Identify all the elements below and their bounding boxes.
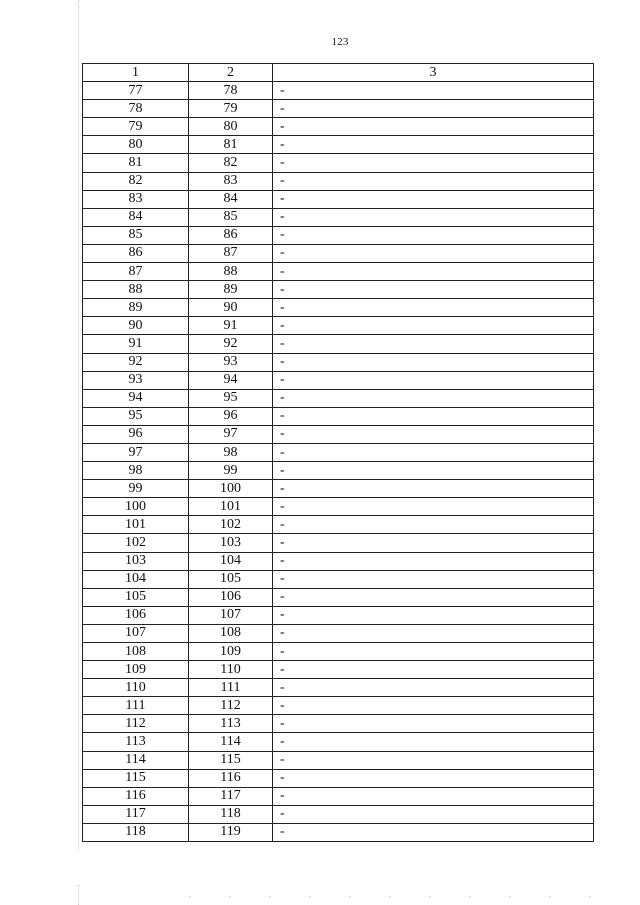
table-cell-col1: 102 xyxy=(83,534,189,552)
table-cell-col1: 98 xyxy=(83,462,189,480)
table-cell-col2: 86 xyxy=(189,226,273,244)
table-cell-col3: - xyxy=(273,462,594,480)
table-row xyxy=(83,190,594,208)
table-cell-col3: - xyxy=(273,534,594,552)
table-row xyxy=(83,480,594,498)
table-cell-col3: - xyxy=(273,226,594,244)
table-cell-col2: 95 xyxy=(189,389,273,407)
table-row xyxy=(83,263,594,281)
table-cell-col3: - xyxy=(273,588,594,606)
table-row xyxy=(83,570,594,588)
column-header-1: 1 xyxy=(83,64,189,82)
table-cell-col1: 92 xyxy=(83,353,189,371)
left-margin-dotted-line xyxy=(78,0,79,850)
table-cell-col1: 101 xyxy=(83,516,189,534)
table-cell-col1: 96 xyxy=(83,425,189,443)
table-cell-col3: - xyxy=(273,190,594,208)
table-cell-col1: 100 xyxy=(83,498,189,516)
table-cell-col2: 93 xyxy=(189,353,273,371)
table-cell-col2: 109 xyxy=(189,643,273,661)
table-row xyxy=(83,733,594,751)
table-cell-col2: 97 xyxy=(189,425,273,443)
table-cell-col2: 104 xyxy=(189,552,273,570)
table-cell-col2: 108 xyxy=(189,624,273,642)
table-cell-col3: - xyxy=(273,443,594,461)
table-cell-col2: 118 xyxy=(189,805,273,823)
table-row xyxy=(83,353,594,371)
table-cell-col3: - xyxy=(273,118,594,136)
table-cell-col2: 81 xyxy=(189,136,273,154)
table-cell-col3: - xyxy=(273,480,594,498)
table-cell-col1: 78 xyxy=(83,100,189,118)
table-cell-col1: 84 xyxy=(83,208,189,226)
table-cell-col2: 106 xyxy=(189,588,273,606)
table-cell-col3: - xyxy=(273,172,594,190)
column-header-2: 2 xyxy=(189,64,273,82)
table-cell-col3: - xyxy=(273,100,594,118)
table-cell-col3: - xyxy=(273,715,594,733)
table-row xyxy=(83,136,594,154)
table-cell-col3: - xyxy=(273,154,594,172)
column-header-3: 3 xyxy=(273,64,594,82)
table-cell-col2: 115 xyxy=(189,751,273,769)
table-cell-col1: 107 xyxy=(83,624,189,642)
table-cell-col3: - xyxy=(273,751,594,769)
table-cell-col3: - xyxy=(273,136,594,154)
table-row xyxy=(83,751,594,769)
table-row xyxy=(83,407,594,425)
table-cell-col1: 86 xyxy=(83,244,189,262)
table-row xyxy=(83,787,594,805)
table-cell-col3: - xyxy=(273,353,594,371)
table-cell-col3: - xyxy=(273,407,594,425)
table-cell-col1: 115 xyxy=(83,769,189,787)
table-cell-col1: 103 xyxy=(83,552,189,570)
data-table xyxy=(82,63,594,842)
table-row xyxy=(83,805,594,823)
table-header-row xyxy=(83,64,594,82)
table-cell-col3: - xyxy=(273,82,594,100)
table-row xyxy=(83,82,594,100)
table-cell-col2: 96 xyxy=(189,407,273,425)
table-row xyxy=(83,606,594,624)
table-cell-col2: 87 xyxy=(189,244,273,262)
table-cell-col2: 112 xyxy=(189,697,273,715)
table-cell-col1: 109 xyxy=(83,661,189,679)
table-cell-col2: 113 xyxy=(189,715,273,733)
table-cell-col1: 105 xyxy=(83,588,189,606)
table-cell-col3: - xyxy=(273,281,594,299)
table-cell-col3: - xyxy=(273,769,594,787)
table-cell-col1: 113 xyxy=(83,733,189,751)
table-row xyxy=(83,588,594,606)
table-cell-col1: 85 xyxy=(83,226,189,244)
table-cell-col3: - xyxy=(273,805,594,823)
table-cell-col2: 119 xyxy=(189,823,273,841)
table-cell-col1: 106 xyxy=(83,606,189,624)
table-cell-col1: 87 xyxy=(83,263,189,281)
table-cell-col3: - xyxy=(273,299,594,317)
table-cell-col2: 103 xyxy=(189,534,273,552)
table-cell-col3: - xyxy=(273,697,594,715)
table-row xyxy=(83,769,594,787)
table-row xyxy=(83,823,594,841)
table-cell-col2: 88 xyxy=(189,263,273,281)
table-row xyxy=(83,643,594,661)
table-cell-col2: 80 xyxy=(189,118,273,136)
table-cell-col3: - xyxy=(273,624,594,642)
table-cell-col2: 78 xyxy=(189,82,273,100)
table-cell-col3: - xyxy=(273,643,594,661)
table-cell-col2: 98 xyxy=(189,443,273,461)
table-cell-col2: 100 xyxy=(189,480,273,498)
table-cell-col3: - xyxy=(273,317,594,335)
table-row xyxy=(83,443,594,461)
table-cell-col1: 95 xyxy=(83,407,189,425)
table-cell-col3: - xyxy=(273,498,594,516)
table-cell-col2: 82 xyxy=(189,154,273,172)
table-cell-col1: 89 xyxy=(83,299,189,317)
table-row xyxy=(83,624,594,642)
table-cell-col3: - xyxy=(273,570,594,588)
table-cell-col1: 99 xyxy=(83,480,189,498)
table-cell-col2: 91 xyxy=(189,317,273,335)
table-cell-col1: 81 xyxy=(83,154,189,172)
table-cell-col1: 110 xyxy=(83,679,189,697)
table-row xyxy=(83,371,594,389)
table-cell-col2: 94 xyxy=(189,371,273,389)
table-cell-col1: 83 xyxy=(83,190,189,208)
table-row xyxy=(83,299,594,317)
table-cell-col1: 118 xyxy=(83,823,189,841)
table-cell-col3: - xyxy=(273,661,594,679)
table-row xyxy=(83,679,594,697)
table-cell-col1: 88 xyxy=(83,281,189,299)
table-cell-col2: 89 xyxy=(189,281,273,299)
table-cell-col3: - xyxy=(273,389,594,407)
table-row xyxy=(83,697,594,715)
table-row xyxy=(83,516,594,534)
table-cell-col1: 80 xyxy=(83,136,189,154)
table-cell-col1: 116 xyxy=(83,787,189,805)
table-cell-col2: 99 xyxy=(189,462,273,480)
table-cell-col1: 104 xyxy=(83,570,189,588)
table-cell-col1: 82 xyxy=(83,172,189,190)
table-row xyxy=(83,462,594,480)
table-cell-col3: - xyxy=(273,208,594,226)
table-row xyxy=(83,172,594,190)
table-cell-col2: 117 xyxy=(189,787,273,805)
table-cell-col2: 90 xyxy=(189,299,273,317)
table-cell-col3: - xyxy=(273,263,594,281)
table-cell-col1: 112 xyxy=(83,715,189,733)
table-cell-col2: 102 xyxy=(189,516,273,534)
table-row xyxy=(83,715,594,733)
table-row xyxy=(83,534,594,552)
table-cell-col2: 110 xyxy=(189,661,273,679)
table-cell-col1: 79 xyxy=(83,118,189,136)
table-cell-col3: - xyxy=(273,371,594,389)
table-cell-col2: 79 xyxy=(189,100,273,118)
footer-scan-noise xyxy=(170,894,610,900)
table-cell-col1: 108 xyxy=(83,643,189,661)
table-cell-col1: 90 xyxy=(83,317,189,335)
table-cell-col2: 116 xyxy=(189,769,273,787)
table-cell-col3: - xyxy=(273,679,594,697)
table-cell-col2: 101 xyxy=(189,498,273,516)
table-row xyxy=(83,498,594,516)
left-margin-dotted-line-bottom xyxy=(78,885,79,905)
table-row xyxy=(83,425,594,443)
page-number: 123 xyxy=(331,36,349,48)
table-row xyxy=(83,100,594,118)
table-cell-col3: - xyxy=(273,516,594,534)
table-cell-col2: 107 xyxy=(189,606,273,624)
table-cell-col3: - xyxy=(273,733,594,751)
table-cell-col1: 114 xyxy=(83,751,189,769)
table-cell-col3: - xyxy=(273,823,594,841)
table-row xyxy=(83,118,594,136)
table-cell-col1: 94 xyxy=(83,389,189,407)
table-cell-col2: 92 xyxy=(189,335,273,353)
table-cell-col3: - xyxy=(273,552,594,570)
table-row xyxy=(83,208,594,226)
table-body xyxy=(83,82,594,842)
table-cell-col1: 97 xyxy=(83,443,189,461)
table-cell-col2: 111 xyxy=(189,679,273,697)
table-cell-col2: 83 xyxy=(189,172,273,190)
table-row xyxy=(83,552,594,570)
table-cell-col3: - xyxy=(273,244,594,262)
table-row xyxy=(83,154,594,172)
table-cell-col2: 114 xyxy=(189,733,273,751)
table-cell-col1: 93 xyxy=(83,371,189,389)
table-cell-col2: 85 xyxy=(189,208,273,226)
table-cell-col1: 91 xyxy=(83,335,189,353)
table-cell-col3: - xyxy=(273,787,594,805)
table-row xyxy=(83,244,594,262)
table-cell-col3: - xyxy=(273,425,594,443)
table-row xyxy=(83,335,594,353)
table-row xyxy=(83,281,594,299)
table-cell-col1: 77 xyxy=(83,82,189,100)
table-cell-col1: 117 xyxy=(83,805,189,823)
table-cell-col3: - xyxy=(273,606,594,624)
table-cell-col3: - xyxy=(273,335,594,353)
table-row xyxy=(83,317,594,335)
table-row xyxy=(83,661,594,679)
table-cell-col1: 111 xyxy=(83,697,189,715)
table-row xyxy=(83,389,594,407)
table-cell-col2: 84 xyxy=(189,190,273,208)
table-row xyxy=(83,226,594,244)
table-cell-col2: 105 xyxy=(189,570,273,588)
